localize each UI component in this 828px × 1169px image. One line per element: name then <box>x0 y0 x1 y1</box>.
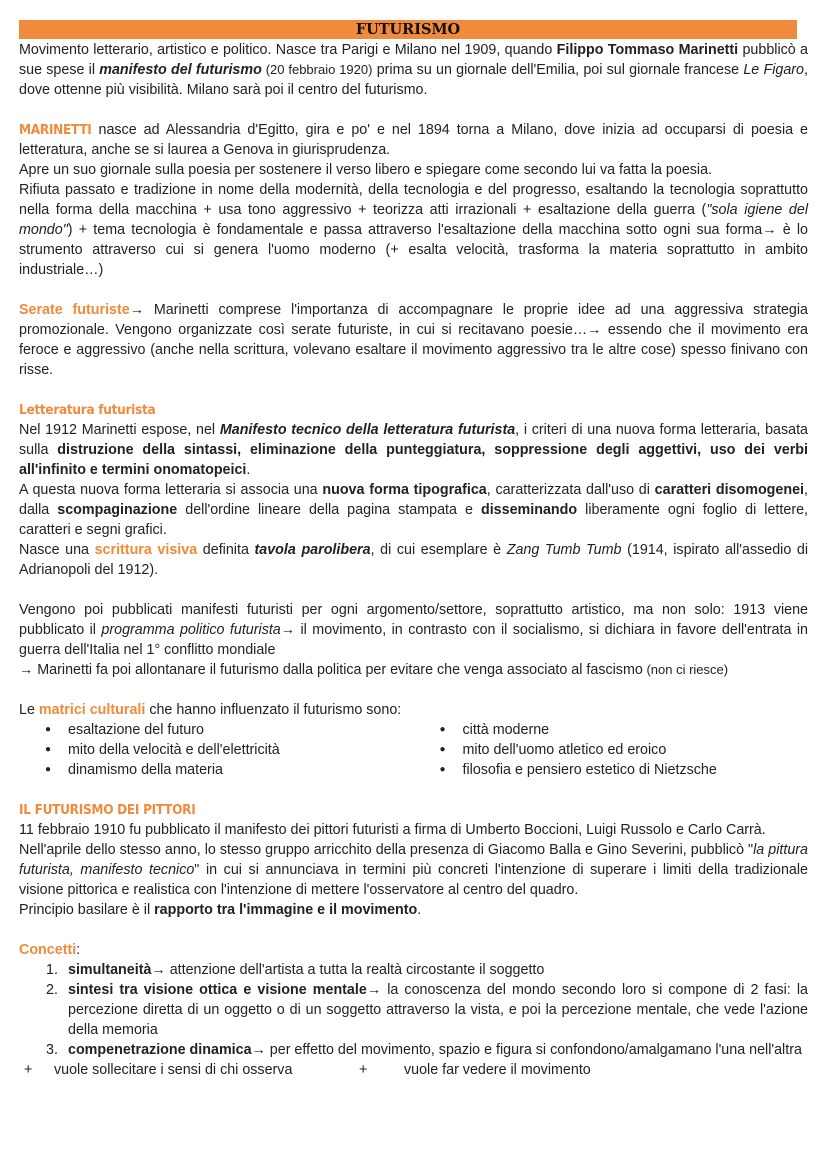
text-run: → per effetto del movimento, spazio e figura si confondono/amalgamano l'una nell'altra <box>251 1042 802 1058</box>
text-run: Principio basilare è il <box>19 902 155 918</box>
italic-run: "sola igiene del mondo" <box>19 202 808 238</box>
list-item <box>19 960 808 980</box>
letteratura-paragraph-1 <box>19 420 808 480</box>
text-run: → la conoscenza del mondo secondo loro si compone di 2 fasi: la percezione diretta di un oggetto o di un soggetto attraverso la vista, e poi la percezione mentale, che vede l'azione della memoria <box>68 982 808 1038</box>
text-run: liberamente ogni foglio di lettere, caratteri e segni grafici. <box>19 502 808 538</box>
text-run: " in cui si annunciava in termini più concreti l'intenzione di superare i limiti della tradizionale visione pittorica e realistica con l'intenzione di mettere l'osservatore al centro del quadro. <box>19 862 808 898</box>
marinetti-label: MARINETTI <box>19 122 92 138</box>
text-run: . <box>417 902 422 918</box>
text-run: (1914, ispirato all'assedio di Adrianopoli del 1912). <box>19 542 809 578</box>
bold-italic-run: Manifesto tecnico della letteratura futurista <box>219 422 516 438</box>
text-run: . <box>246 462 251 478</box>
text-run: , i criteri di una nuova forma letteraria, basata sulla <box>19 422 809 458</box>
bold-run: distruzione della sintassi, eliminazione della punteggiatura, soppressione degli aggettivi, uso dei verbi all'infinito e termini onomatopeici <box>19 442 808 478</box>
text-run: che hanno influenzato il futurismo sono: <box>145 702 402 718</box>
text-run: → attenzione dell'artista a tutta la realtà circostante il soggetto <box>151 962 545 978</box>
pittori-paragraph-2 <box>19 840 808 900</box>
plus-row <box>19 1060 808 1080</box>
document-body <box>19 40 808 1080</box>
text-run: vuole far vedere il movimento <box>404 1062 591 1078</box>
bold-run: rapporto tra l'immagine e il movimento <box>154 902 418 918</box>
italic-run: Le Figaro <box>743 62 805 78</box>
italic-run: Zang Tumb Tumb <box>506 542 622 558</box>
serate-label: Serate futuriste <box>19 302 130 318</box>
list-item: ● filosofia e pensiero estetico di Nietzsche <box>414 760 809 780</box>
text-run: → Marinetti fa poi allontanare il futurismo dalla politica per evitare che venga associato al fascismo <box>19 662 643 678</box>
list-item: ● città moderne <box>414 720 809 740</box>
bold-run: Filippo Tommaso Marinetti <box>556 42 739 58</box>
bold-italic-run: tavola parolibera <box>254 542 371 558</box>
intro-paragraph <box>19 40 808 100</box>
list-item <box>19 1040 808 1060</box>
text-run: prima su un giornale dell'Emilia, poi sul giornale francese <box>372 62 744 78</box>
item-number: 3. <box>46 1042 58 1058</box>
text-run: Nasce una <box>19 542 95 558</box>
text-run: → il movimento, in contrasto con il socialismo, si dichiara in favore dell'entrata in guerra dell'Italia nel 1° conflitto mondiale <box>19 622 808 658</box>
letteratura-paragraph-2 <box>19 480 808 540</box>
text-run: ) + tema tecnologia è fondamentale e passa attraverso l'esaltazione della macchina sotto ogni sua forma→ è lo strumento attraverso cui si genera l'uomo moderno (+ esalta velocità, trasforma la materia soprattutto in ambito industriale…) <box>19 222 808 278</box>
bold-run: simultaneità <box>68 962 152 978</box>
bold-run: compenetrazione dinamica <box>68 1042 252 1058</box>
text-run: , dalla <box>19 482 808 518</box>
matrici-column-right <box>414 720 809 780</box>
page-title: FUTURISMO <box>355 21 461 38</box>
small-run: (20 febbraio 1920) <box>261 62 373 77</box>
list-item: ● esaltazione del futuro <box>19 720 414 740</box>
bold-run: nuova forma tipografica <box>322 482 487 498</box>
list-item <box>19 980 808 1040</box>
marinetti-paragraph-2: Apre un suo giornale sulla poesia per sostenere il verso libero e spiegare come secondo lui va fatta la poesia. <box>19 162 713 178</box>
text-run: Vengono poi pubblicati manifesti futuristi per ogni argomento/settore, soprattutto artistico, ma non solo: 1913 viene pubblicato il <box>19 602 808 638</box>
serate-paragraph <box>19 300 808 380</box>
text-run: definita <box>197 542 255 558</box>
text-run: vuole sollecitare i sensi di chi osserva <box>54 1062 293 1078</box>
accent-run: scrittura visiva <box>94 542 198 558</box>
bold-run: scompaginazione <box>57 502 178 518</box>
bold-run: caratteri disomogenei <box>654 482 805 498</box>
concetti-label-line <box>19 940 808 960</box>
text-run: A questa nuova forma letteraria si associa una <box>19 482 323 498</box>
text-run: : <box>76 942 81 958</box>
pittori-paragraph-1: 11 febbraio 1910 fu pubblicato il manifesto dei pittori futuristi a firma di Umberto Boccioni, Luigi Russolo e Carlo Carrà. <box>19 822 766 838</box>
matrici-label: matrici culturali <box>38 702 146 718</box>
matrici-intro <box>19 700 808 720</box>
text-run: Rifiuta passato e tradizione in nome della modernità, della tecnologia e del progresso, esaltando la tecnologia soprattutto nella forma della macchina + usa tono aggressivo + teorizza atti irrazionali + esaltazione della guerra ( <box>19 182 808 218</box>
text-run: pubblicò a sue spese il <box>19 42 808 78</box>
list-item: ● mito della velocità e dell'elettricità <box>19 740 414 760</box>
text-run: , di cui esemplare è <box>370 542 507 558</box>
italic-run: la pittura futurista, manifesto tecnico <box>19 842 809 878</box>
concetti-list <box>19 960 808 1060</box>
manifesti-paragraph <box>19 600 808 660</box>
concetti-label: Concetti <box>19 942 77 958</box>
matrici-column-left <box>19 720 414 780</box>
plus-sign: + <box>24 1062 33 1078</box>
plus-sign: + <box>359 1062 368 1078</box>
pittori-heading: IL FUTURISMO DEI PITTORI <box>19 802 196 818</box>
text-run: Nell'aprile dello stesso anno, lo stesso gruppo arricchito della presenza di Giacomo Balla e Gino Severini, pubblicò " <box>19 842 754 858</box>
text-run: → Marinetti comprese l'importanza di accompagnare le proprie idee ad una aggressiva strategia promozionale. Vengono organizzate così serate futuriste, in cui si recitavano poesie…→ essendo che il movimento era feroce e aggressivo (anche nella scrittura, volevano esaltare il movimento aggressivo tra le altre cose) spesso finivano con risse. <box>19 302 809 378</box>
text-run: Movimento letterario, artistico e politico. Nasce tra Parigi e Milano nel 1909, quando <box>19 42 557 58</box>
text-run: , dove ottenne più visibilità. Milano sarà poi il centro del futurismo. <box>19 62 808 98</box>
bold-italic-run: manifesto del futurismo <box>99 62 262 78</box>
letteratura-heading: Letteratura futurista <box>19 402 156 418</box>
item-number: 2. <box>46 982 58 998</box>
matrici-list <box>19 720 808 780</box>
text-run: Le <box>19 702 39 718</box>
small-run: (non ci riesce) <box>642 662 729 677</box>
marinetti-paragraph-1 <box>19 120 808 160</box>
bold-run: sintesi tra visione ottica e visione mentale <box>68 982 367 998</box>
text-run: nasce ad Alessandria d'Egitto, gira e po' e nel 1894 torna a Milano, dove inizia ad occuparsi di poesia e letteratura, anche se si laurea a Genova in giurisprudenza. <box>19 122 808 158</box>
list-item: ● dinamismo della materia <box>19 760 414 780</box>
bold-run: disseminando <box>480 502 578 518</box>
text-run: Nel 1912 Marinetti espose, nel <box>19 422 220 438</box>
title-bar <box>19 20 797 39</box>
text-run: , caratterizzata dall'uso di <box>486 482 655 498</box>
italic-run: programma politico futurista <box>101 622 281 638</box>
manifesti-paragraph-2 <box>19 660 808 680</box>
pittori-paragraph-3 <box>19 900 808 920</box>
letteratura-paragraph-3 <box>19 540 808 580</box>
marinetti-paragraph-3 <box>19 180 808 280</box>
list-item: ● mito dell'uomo atletico ed eroico <box>414 740 809 760</box>
text-run: dell'ordine lineare della pagina stampata e <box>177 502 481 518</box>
item-number: 1. <box>46 962 58 978</box>
